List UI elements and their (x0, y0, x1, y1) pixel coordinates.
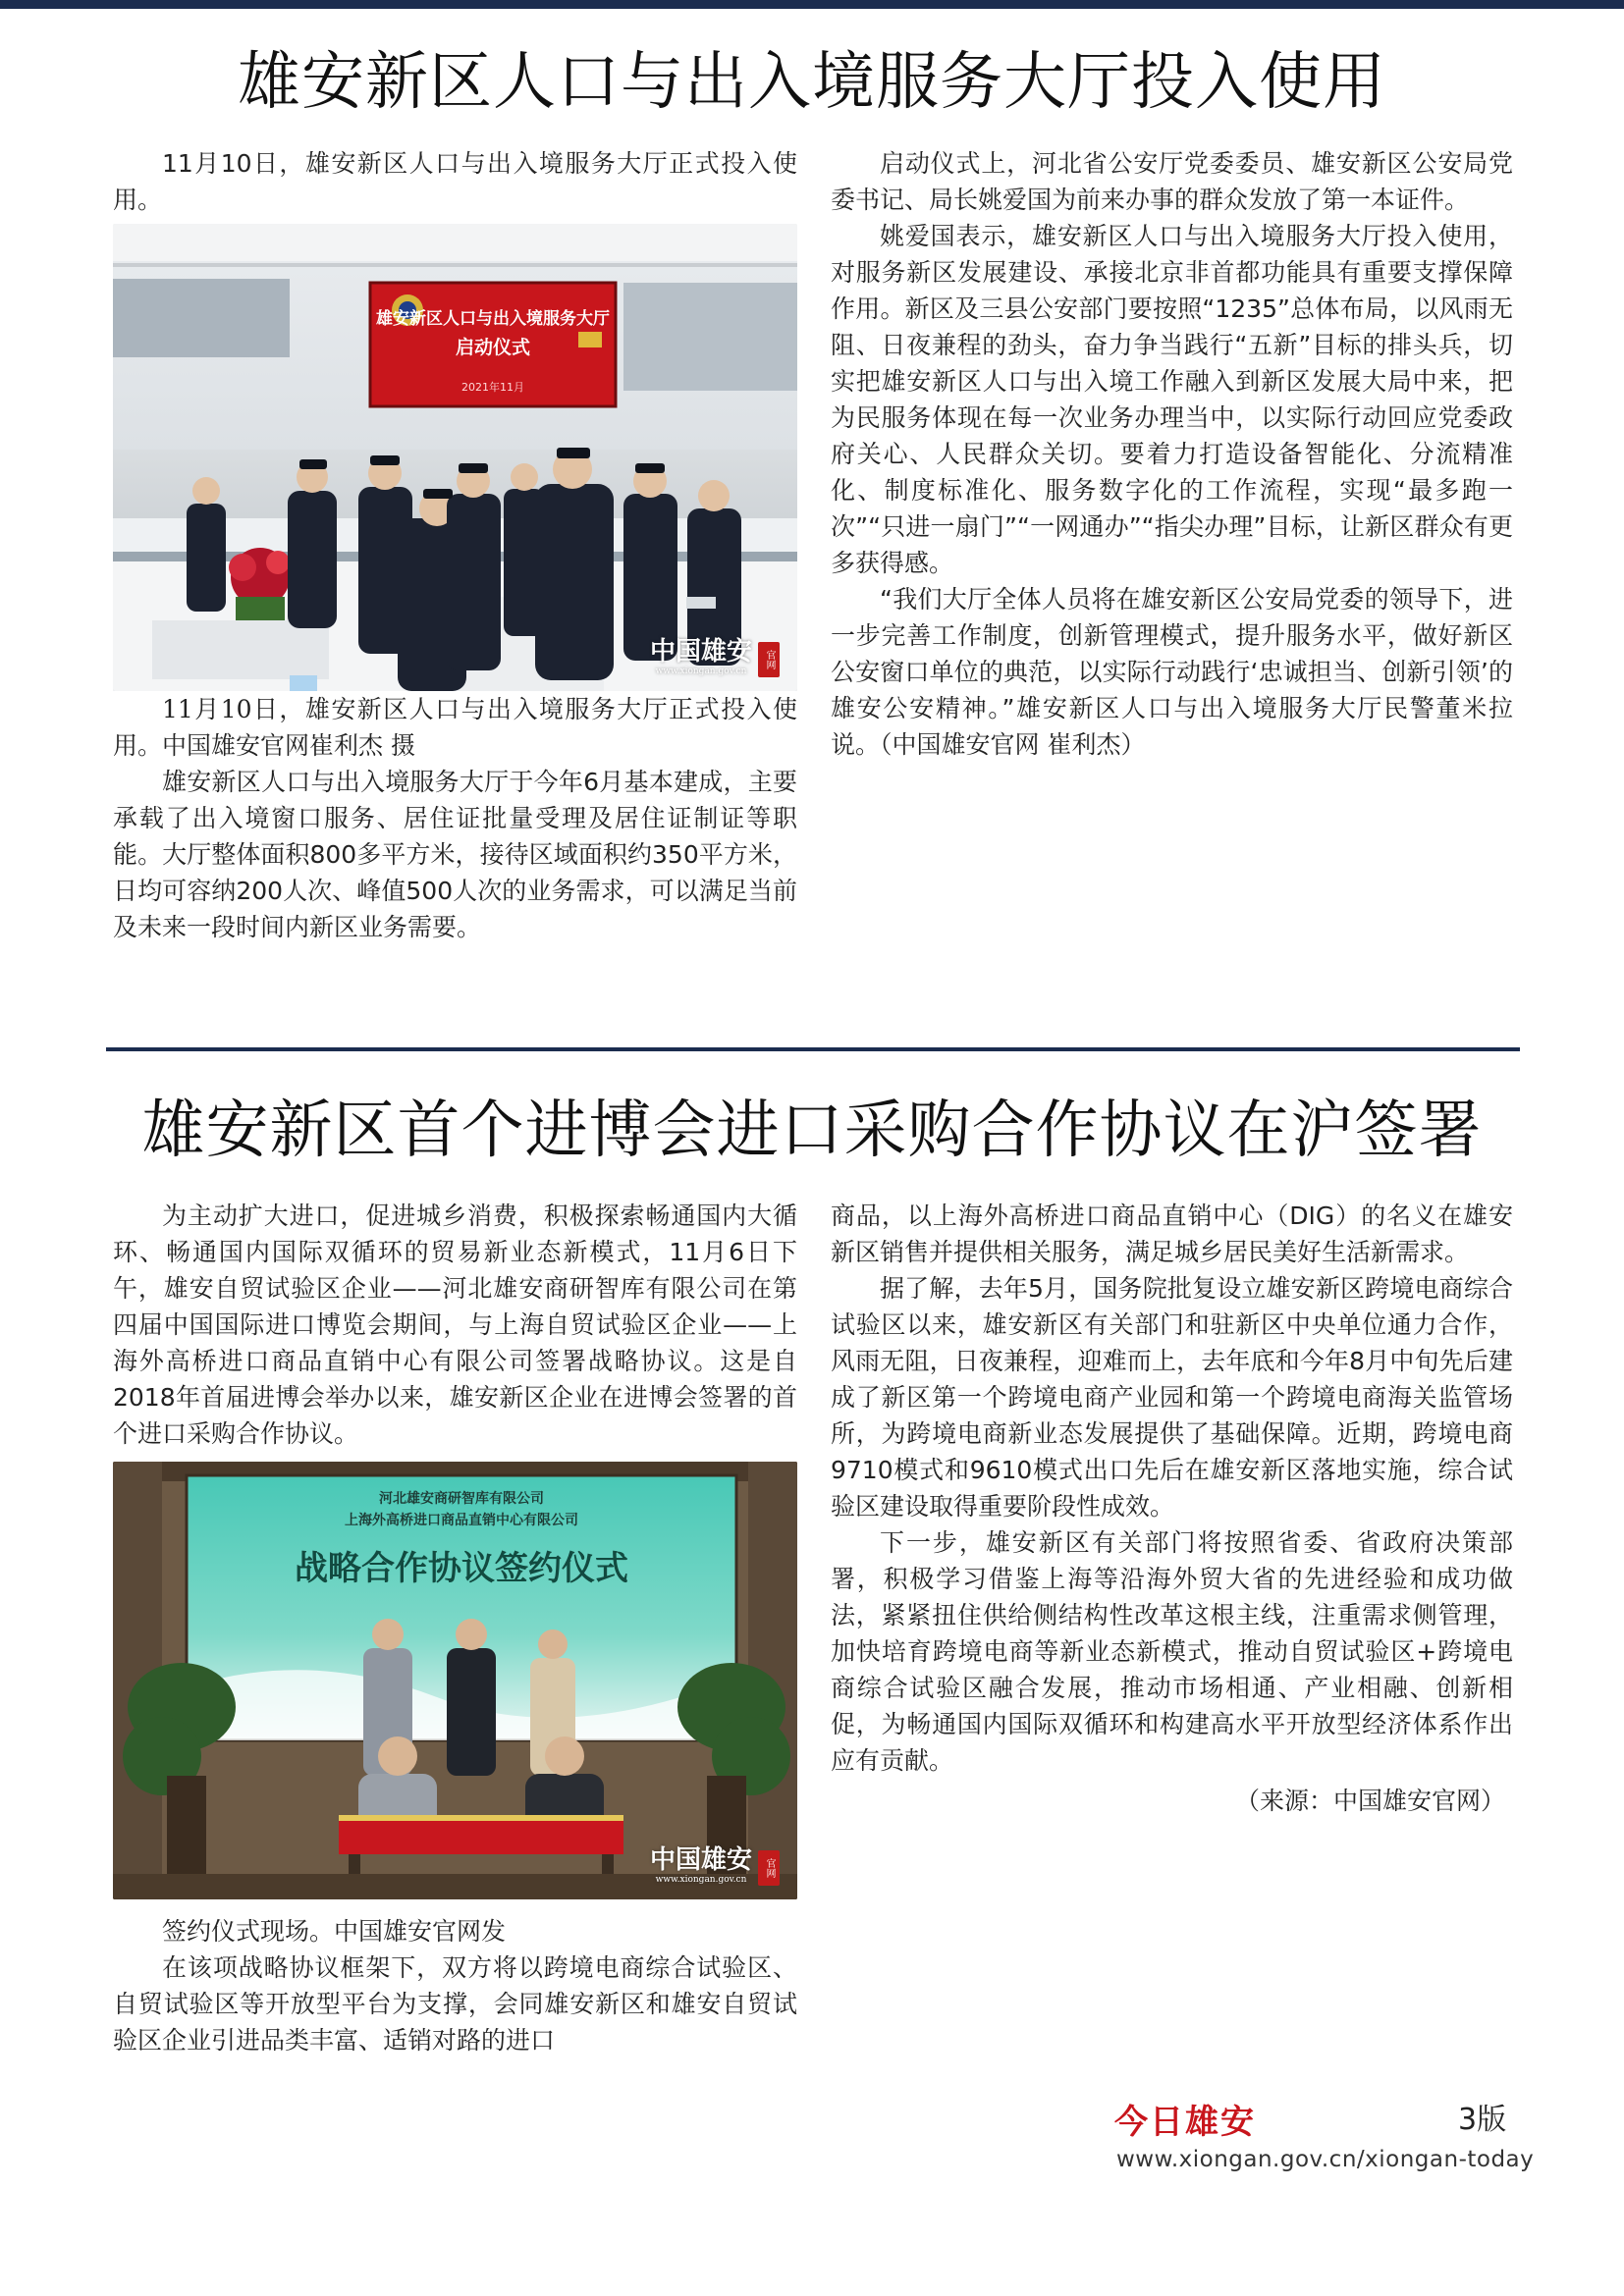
article2-photo-caption: 签约仪式现场。中国雄安官网发 (162, 1917, 507, 1946)
banner-line-2: 启动仪式 (455, 337, 531, 358)
article2-paragraph: 下一步，雄安新区有关部门将按照省委、省政府决策部署，积极学习借鉴上海等沿海外贸大省的先进经验和成功做法，紧紧扭住供给侧结构性改革这根主线，注重需求侧管理，加快培育跨境电商等新业态新模式，推动自贸试验区+跨境电商综合试验区融合发展，推动市场相通、产业相融、创新相促，为畅通国内国际双循环和构建高水平开放型经济体系作出应有贡献。 (831, 1528, 1513, 1775)
watermark-seal: 官网 (758, 642, 780, 677)
screen-line-1: 河北雄安商研智库有限公司 (379, 1491, 544, 1507)
article2-source: （来源：中国雄安官网） (1234, 1787, 1505, 1815)
article2-title: 雄安新区首个进博会进口采购合作协议在沪签署 (141, 1095, 1483, 1167)
article1-title: 雄安新区人口与出入境服务大厅投入使用 (238, 46, 1386, 119)
signing-ceremony-scene (113, 1462, 797, 1899)
watermark-seal: 官网 (758, 1850, 780, 1886)
article2-left-column (113, 1198, 797, 2058)
screen-line-2: 上海外高桥进口商品直销中心有限公司 (345, 1513, 578, 1528)
banner-line-1: 雄安新区人口与出入境服务大厅 (376, 309, 610, 329)
footer-url: www.xiongan.gov.cn/xiongan-today (1116, 2147, 1535, 2172)
article1-photo (113, 224, 797, 691)
article2-paragraph: 据了解，去年5月，国务院批复设立雄安新区跨境电商综合试验区以来，雄安新区有关部门和驻新区中央单位通力合作，风雨无阻，日夜兼程，迎难而上，去年底和今年8月中旬先后建成了新区第一个跨境电商产业园和第一个跨境电商海关监管场所，为跨境电商新业态发展提供了基础保障。近期，跨境电商9710模式和9610模式出口先后在雄安新区落地实施，综合试验区建设取得重要阶段性成效。 (831, 1274, 1513, 1521)
article2-right-column (831, 1198, 1513, 1819)
screen-title: 战略合作协议签约仪式 (295, 1549, 628, 1588)
photo-watermark: 中国雄安 www.xiongan.gov.cn 官网 (650, 1846, 780, 1886)
article1-paragraph: 姚爱国表示，雄安新区人口与出入境服务大厅投入使用，对服务新区发展建设、承接北京非首都功能具有重要支撑保障作用。新区及三县公安部门要按照“1235”总体布局，以风雨无阻、日夜兼程的劲头，奋力争当践行“五新”目标的排头兵，切实把雄安新区人口与出入境工作融入到新区发展大局中来，把为民服务体现在每一次业务办理当中，以实际行动回应党委政府关心、人民群众关切。要着力打造设备智能化、分流精准化、制度标准化、服务数字化的工作流程，实现“最多跑一次”“只进一扇门”“一网通办”“指尖办理”目标，让新区群众有更多获得感。 (831, 222, 1513, 577)
footer-brand-logo: 今日雄安 (1114, 2103, 1256, 2142)
page-number: 3版 (1458, 2103, 1507, 2137)
article1-photo-caption: 11月10日，雄安新区人口与出入境服务大厅正式投入使用。中国雄安官网崔利杰 摄 (113, 695, 797, 760)
section-divider (106, 1047, 1520, 1051)
service-hall-scene (113, 224, 797, 691)
article1-right-column (831, 145, 1513, 763)
article1-paragraph: 启动仪式上，河北省公安厅党委委员、雄安新区公安局党委书记、局长姚爱国为前来办事的群众发放了第一本证件。 (831, 149, 1513, 214)
article2-paragraph: 为主动扩大进口，促进城乡消费，积极探索畅通国内大循环、畅通国内国际双循环的贸易新业态新模式，11月6日下午，雄安自贸试验区企业——河北雄安商研智库有限公司在第四届中国国际进口博览会期间，与上海自贸试验区企业——上海外高桥进口商品直销中心有限公司签署战略协议。这是自2018年首届进博会举办以来，雄安新区企业在进博会签署的首个进口采购合作协议。 (113, 1201, 797, 1448)
article2-paragraph: 商品，以上海外高桥进口商品直销中心（DIG）的名义在雄安新区销售并提供相关服务，满足城乡居民美好生活新需求。 (831, 1201, 1513, 1266)
article1-paragraph: “我们大厅全体人员将在雄安新区公安局党委的领导下，进一步完善工作制度，创新管理模式，提升服务水平，做好新区公安窗口单位的典范，以实际行动践行‘忠诚担当、创新引领’的雄安公安精神。”雄安新区人口与出入境服务大厅民警董米拉说。（中国雄安官网 崔利杰） (831, 585, 1513, 759)
article1-paragraph: 11月10日，雄安新区人口与出入境服务大厅正式投入使用。 (113, 149, 797, 214)
article1-left-column (113, 145, 797, 945)
article1-paragraph: 雄安新区人口与出入境服务大厅于今年6月基本建成，主要承载了出入境窗口服务、居住证批量受理及居住证制证等职能。大厅整体面积800多平方米，接待区域面积约350平方米，日均可容纳200人次、峰值500人次的业务需求，可以满足当前及未来一段时间内新区业务需要。 (113, 768, 797, 941)
article2-photo (113, 1462, 797, 1899)
photo-watermark: 中国雄安 www.xiongan.gov.cn 官网 (650, 638, 780, 677)
article2-paragraph: 在该项战略协议框架下，双方将以跨境电商综合试验区、自贸试验区等开放型平台为支撑，会同雄安新区和雄安自贸试验区企业引进品类丰富、适销对路的进口 (113, 1953, 797, 2055)
top-bar (0, 0, 1624, 9)
banner-date: 2021年11月 (461, 381, 524, 394)
